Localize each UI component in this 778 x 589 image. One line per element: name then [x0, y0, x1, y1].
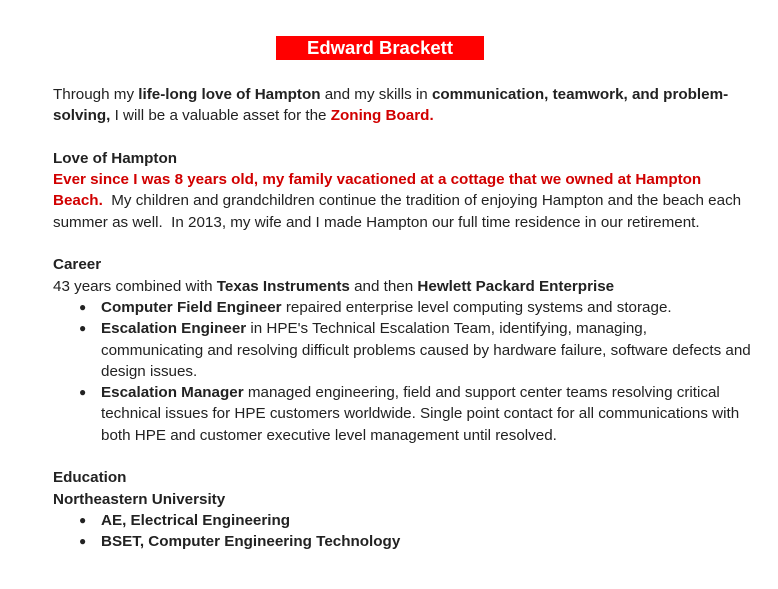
career-summary [53, 276, 753, 297]
list-item [79, 382, 753, 446]
intro-text-2: and my skills in [320, 86, 432, 103]
love-text: My children and grandchildren continue the tradition of enjoying Hampton and the beach each summer as well. In 2013, my wife and I made Hampton our full time residence in our retirement. [53, 192, 746, 231]
document-body [53, 84, 753, 553]
list-item [79, 297, 753, 318]
bullet-icon: ● [79, 385, 87, 400]
love-highlight: Ever since I was 8 years old, my family vacationed at a cottage that we owned at Hampton Beach. [53, 171, 702, 210]
role-title: Escalation Manager [101, 384, 244, 402]
role-description: in HPE's Technical Escalation Team, identifying, managing, communicating and resolving difficult problems caused by hardware failure, software defects and design issues. [101, 320, 751, 380]
spacer [53, 233, 753, 254]
career-text-2: and then [349, 277, 418, 295]
career-company-1: Texas Instruments [216, 277, 350, 295]
role-title: Escalation Engineer [101, 320, 247, 338]
bullet-icon: ● [79, 534, 87, 549]
intro-paragraph [53, 84, 753, 127]
education-list [53, 510, 753, 553]
section-heading-love: Love of Hampton [53, 149, 178, 167]
bullet-icon: ● [79, 321, 87, 336]
intro-highlight: Zoning Board. [330, 107, 434, 125]
school-name: Northeastern University [53, 490, 226, 508]
role-title: Computer Field Engineer [101, 298, 282, 316]
role-description: repaired enterprise level computing systems and storage. [281, 298, 672, 316]
career-text-1: 43 years combined with [53, 277, 217, 295]
love-paragraph [53, 169, 753, 233]
bullet-icon: ● [79, 299, 87, 314]
list-item [79, 318, 753, 382]
page-title: Edward Brackett [276, 36, 484, 60]
intro-text-1: Through my [53, 86, 139, 103]
career-list [53, 297, 753, 446]
spacer [53, 127, 753, 148]
degree: AE, Electrical Engineering [101, 511, 291, 529]
intro-text-3: I will be a valuable asset for the [110, 107, 331, 125]
title-wrapper [0, 36, 778, 60]
list-item [79, 510, 753, 531]
career-company-2: Hewlett Packard Enterprise [417, 277, 615, 295]
intro-bold-2: communication, teamwork, and problem-solving, [53, 86, 729, 125]
role-description: managed engineering, field and support center teams resolving critical technical issues for HPE customers worldwide. Single point contact for all communications with both HPE and customer executive level management until resolved. [101, 384, 740, 444]
bullet-icon: ● [79, 512, 87, 527]
spacer [53, 446, 753, 467]
intro-bold-1: life-long love of Hampton [138, 86, 321, 103]
list-item [79, 531, 753, 552]
section-heading-education: Education [53, 469, 127, 487]
degree: BSET, Computer Engineering Technology [101, 533, 401, 551]
section-heading-career: Career [53, 256, 102, 274]
